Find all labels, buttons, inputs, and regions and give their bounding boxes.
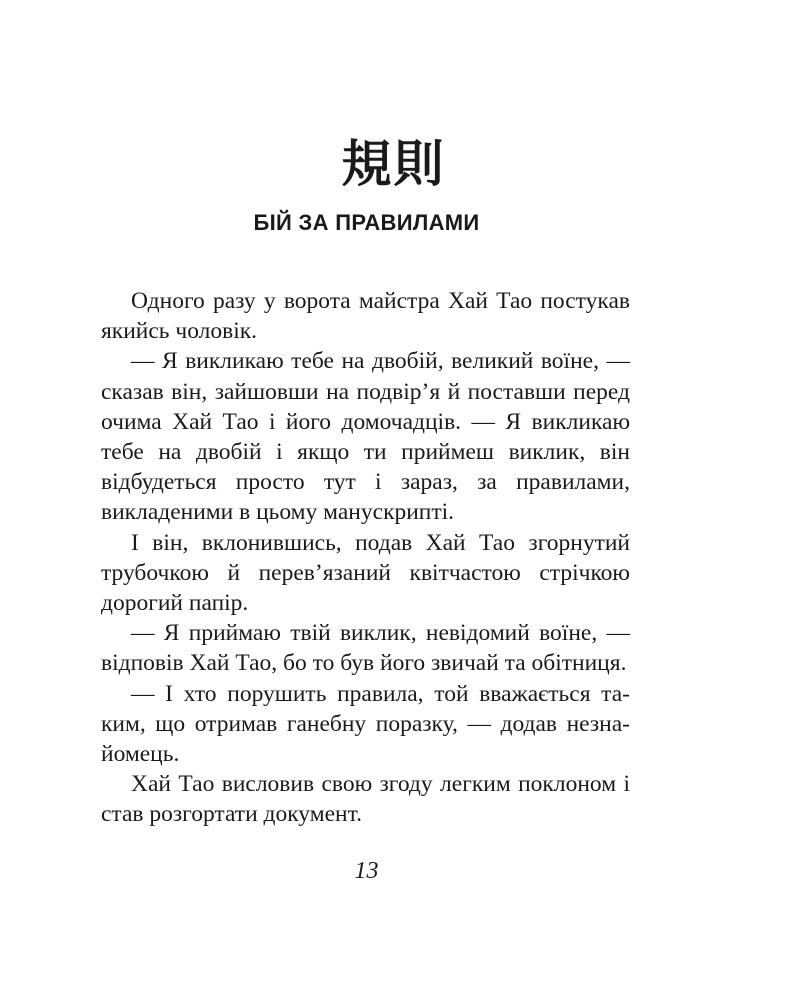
body-text bbox=[101, 286, 630, 830]
chapter-subtitle: БІЙ ЗА ПРАВИЛАМИ bbox=[253, 210, 480, 235]
paragraph: — Я приймаю твій виклик, невідомий воїне, — відповів Хай Тао, бо то був його звичай та обітниця. bbox=[101, 620, 630, 677]
paragraph: Хай Тао висловив свою згоду легким поклоном і став розгортати документ. bbox=[101, 771, 630, 828]
page-number: 13 bbox=[354, 858, 379, 884]
paragraph: — Я викликаю тебе на двобій, великий воїне, — сказав він, зайшовши на подвір’я й поставши перед очима Хай Тао і його домочадців. — Я викликаю тебе на двобій і якщо ти приймеш виклик, він відбудеться просто тут і зараз, за правилами, викладеними в цьому манускрипті. bbox=[101, 348, 630, 526]
paragraph: — І хто порушить правила, той вважається таким, що отримав ганебну поразку, — додав незнайомець. bbox=[101, 680, 630, 768]
paragraph: Одного разу у ворота майстра Хай Тао постукав якийсь чоловік. bbox=[101, 288, 630, 345]
paragraph: І він, вклонившись, подав Хай Тао згорнутий трубочкою й перев’язаний квітчастою стрічкою дорогий папір. bbox=[101, 529, 630, 617]
chapter-title-cjk: 規則 bbox=[341, 135, 446, 193]
